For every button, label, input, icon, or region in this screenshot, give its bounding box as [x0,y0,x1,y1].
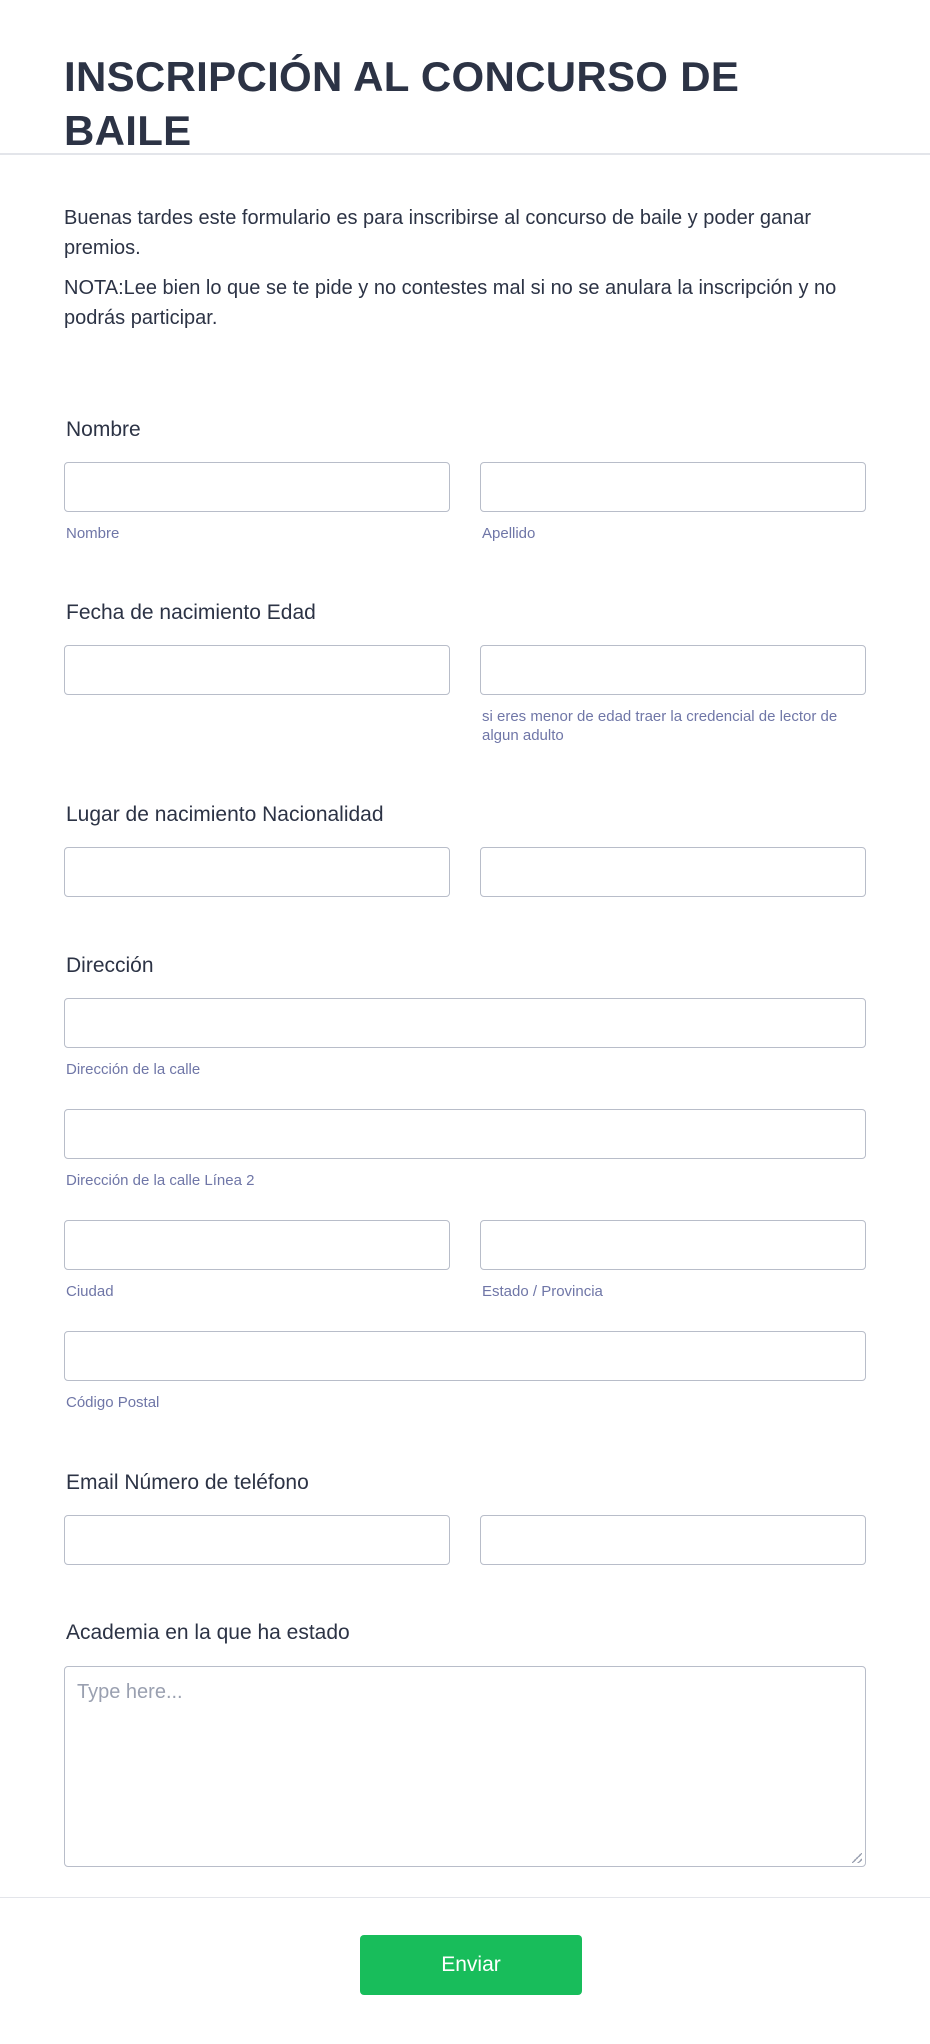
field-label-lugar-nacionalidad: Lugar de nacimiento Nacionalidad [66,803,384,826]
intro-paragraph: Buenas tardes este formulario es para inscribirse al concurso de baile y poder ganar premios. [64,207,812,259]
postal-code-sublabel: Código Postal [66,1394,160,1411]
state-input[interactable] [480,1220,866,1270]
academy-placeholder: Type here... [77,1681,183,1703]
street-address-input[interactable] [64,998,866,1048]
academy-textarea[interactable] [64,1666,866,1867]
form-intro [0,155,930,333]
footer-divider [0,1897,930,1898]
first-name-sublabel: Nombre [66,525,120,542]
postal-code-input[interactable] [64,1331,866,1381]
state-sublabel: Estado / Provincia [482,1283,603,1300]
field-label-email-telefono: Email Número de teléfono [66,1471,309,1494]
street-address-line2-input[interactable] [64,1109,866,1159]
field-label-nombre: Nombre [66,418,141,441]
last-name-sublabel: Apellido [482,525,536,542]
age-sublabel: si eres menor de edad traer la credencial de lector de algun adulto [482,708,838,744]
resize-grip-icon[interactable] [852,1853,862,1863]
form-title: INSCRIPCIÓN AL CONCURSO DE BAILE [64,53,740,154]
birthdate-input[interactable] [64,645,450,695]
field-label-academia: Academia en la que ha estado [66,1621,350,1644]
phone-input[interactable] [480,1515,866,1565]
nationality-input[interactable] [480,847,866,897]
street-address-line2-sublabel: Dirección de la calle Línea 2 [66,1172,255,1189]
birthplace-input[interactable] [64,847,450,897]
age-input[interactable] [480,645,866,695]
last-name-input[interactable] [480,462,866,512]
first-name-input[interactable] [64,462,450,512]
email-input[interactable] [64,1515,450,1565]
street-address-sublabel: Dirección de la calle [66,1061,201,1078]
city-input[interactable] [64,1220,450,1270]
city-sublabel: Ciudad [66,1283,114,1300]
submit-button[interactable]: Enviar [360,1935,582,1995]
field-label-fecha-edad: Fecha de nacimiento Edad [66,601,316,624]
form-header [0,0,930,155]
field-label-direccion: Dirección [66,954,154,977]
intro-note: NOTA:Lee bien lo que se te pide y no contestes mal si no se anulara la inscripción y no podrás participar. [64,277,837,329]
